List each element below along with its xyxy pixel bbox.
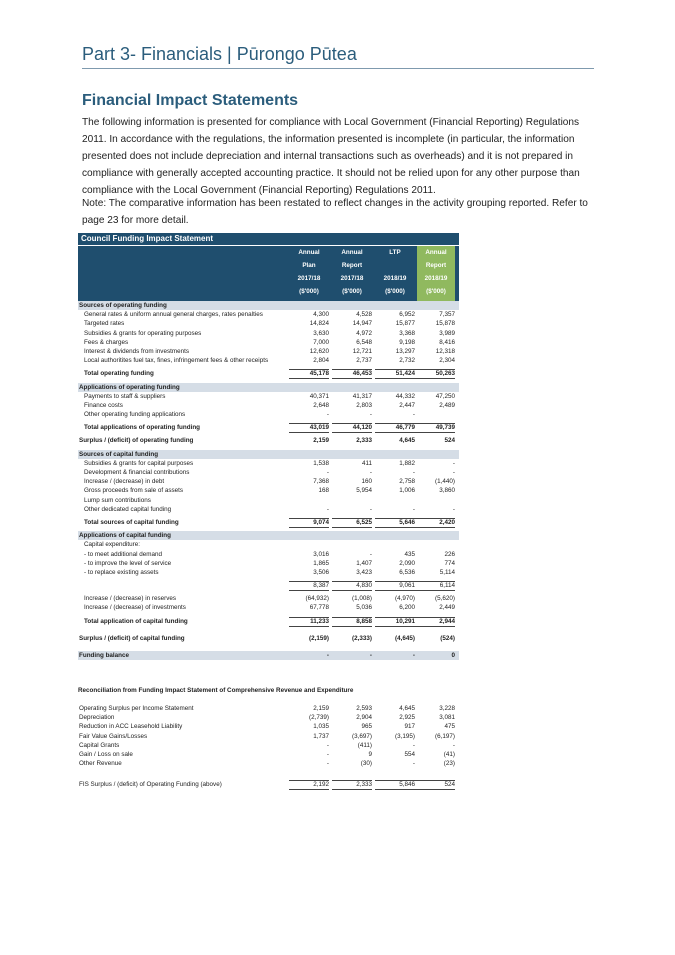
cell-value: 2,090 [399,559,415,567]
cell-value: 3,081 [439,714,455,722]
cell-value: 524 [415,780,455,790]
row-label: Total applications of operating funding [84,424,201,432]
cell-value: (64,932) [305,595,329,603]
cell-value: 50,263 [415,369,455,379]
row-label: Surplus / (deficit) of operating funding [79,437,194,445]
cell-value: - [326,505,329,513]
part-title: Part 3- Financials | Pūrongo Pūtea [82,44,357,64]
cell-value: (2,333) [352,634,372,642]
cell-value: 6,525 [332,518,372,528]
cell-value: 8,416 [439,338,455,346]
cell-value: 2,333 [356,437,372,445]
cell-value: - [452,741,455,749]
cell-value: 3,506 [313,568,329,576]
row-label: Fees & charges [84,338,129,346]
cell-value: 12,318 [435,347,455,355]
cell-value: 11,233 [289,617,329,627]
row-label: Sources of operating funding [79,302,167,309]
row-label: Other Revenue [79,760,122,768]
cell-value: - [452,469,455,476]
cell-value: 9,074 [289,518,329,528]
cell-value: 2,449 [439,604,455,612]
row-label: Payments to staff & suppliers [84,392,166,400]
cell-value: 3,423 [356,568,372,576]
row-label: Local authoritites fuel tax, fines, infringement fees & other receipts [84,357,269,365]
row-label: Applications of operating funding [79,383,180,391]
cell-value: 1,865 [313,559,329,567]
cell-value: - [452,505,455,513]
table-row [78,550,459,559]
cell-value: 2,489 [439,401,455,409]
cell-value: 2,420 [415,518,455,528]
fis-table-header [78,245,459,301]
cell-value: 51,424 [375,369,415,379]
header-rule [82,68,594,69]
row-label: Other operating funding applications [84,411,186,419]
row-label: General rates & uniform annual general charges, rates penalties [84,311,263,319]
cell-value: (6,197) [435,732,455,740]
table-row [78,617,459,626]
cell-value: 2,904 [356,714,372,722]
table-row [78,759,459,768]
row-label: Surplus / (deficit) of capital funding [79,634,185,642]
cell-value: 4,645 [399,437,415,445]
cell-value: 8,387 [289,581,329,591]
cell-value: 1,407 [356,559,372,567]
row-label: - to improve the level of service [84,559,172,567]
cell-value: 554 [404,750,415,758]
cell-value: 2,944 [415,617,455,627]
row-label: Total application of capital funding [84,617,188,625]
table-row [78,310,459,319]
reconciliation-title: Reconciliation from Funding Impact Statement of Comprehensive Revenue and Expenditure [78,687,354,694]
table-row [78,651,459,660]
cell-value: 411 [361,459,372,467]
cell-value: 6,548 [356,338,372,346]
cell-value: 5,846 [375,780,415,790]
table-row [78,329,459,338]
cell-value: 10,291 [375,617,415,627]
cell-value: (30) [360,760,372,768]
cell-value: - [452,459,455,467]
cell-value: 1,035 [313,723,329,731]
reconciliation-table [78,686,459,790]
cell-value: 6,114 [415,581,455,591]
row-label: Funding balance [79,652,130,659]
row-label: Interest & dividends from investments [84,347,189,355]
cell-value: 2,192 [289,780,329,790]
cell-value: 1,882 [399,459,415,467]
table-row [78,459,459,468]
cell-value: 14,947 [352,320,372,328]
table-row [78,704,459,713]
reconciliation-body [78,704,459,790]
cell-value: 15,878 [435,320,455,328]
cell-value: 4,528 [356,311,372,319]
cell-value: (4,645) [395,634,415,642]
cell-value: 1,538 [313,459,329,467]
cell-value: 5,646 [375,518,415,528]
cell-value: 2,803 [356,401,372,409]
row-label: Increase / (decrease) in debt [84,478,165,486]
funding-impact-statement-table [78,233,459,660]
note-paragraph: Note: The comparative information has been restated to reflect changes in the activity grouping reported. Refer to page 23 for more detail. [82,198,588,226]
cell-value: - [412,741,415,749]
cell-value: 2,447 [399,401,415,409]
cell-value: 6,536 [399,568,415,576]
cell-value: 67,778 [309,604,329,612]
cell-value: 435 [404,550,415,558]
table-row [78,423,459,432]
cell-value: 2,333 [332,780,372,790]
table-row [78,594,459,603]
table-row [78,568,459,577]
cell-value: (411) [357,741,372,749]
cell-value: 3,368 [399,329,415,337]
cell-value: (23) [443,760,455,768]
cell-value: 9 [368,750,372,758]
cell-value: 1,006 [399,487,415,495]
cell-value: - [326,760,329,768]
cell-value: 1,737 [313,732,329,740]
row-label: Increase / (decrease) of investments [84,604,186,612]
section-header-row [78,301,459,310]
cell-value: (4,970) [395,595,415,603]
row-label: Reduction in ACC Leasehold Liability [79,723,183,731]
table-row [78,505,459,514]
table-row [78,581,459,590]
cell-value: (1,008) [352,595,372,603]
cell-value: 40,371 [309,392,329,400]
cell-value: 9,061 [375,581,415,591]
cell-value: (3,697) [352,732,372,740]
table-row [78,410,459,419]
cell-value: 168 [318,487,329,495]
cell-value: 3,228 [439,705,455,712]
cell-value: 2,732 [399,357,415,365]
table-row [78,347,459,356]
row-label: - to meet additional demand [84,550,163,558]
row-label: Fair Value Gains/Losses [79,732,148,740]
cell-value: 7,368 [313,478,329,486]
table-row [78,559,459,568]
cell-value: 917 [404,723,415,731]
cell-value: 2,925 [399,714,415,722]
cell-value: 965 [361,723,372,731]
column-header: LTP 2018/19 ($'000) [383,249,407,295]
cell-value: 4,972 [356,329,372,337]
row-label: Lump sum contributions [84,496,151,504]
cell-value: 7,000 [313,338,329,346]
table-row [78,780,459,789]
cell-value: (41) [443,750,455,758]
cell-value: 44,332 [395,392,415,400]
cell-value: 3,860 [439,487,455,495]
table-row [78,319,459,328]
row-label: Gross proceeds from sale of assets [84,487,184,495]
cell-value: 41,317 [352,392,372,400]
table-row [78,732,459,741]
cell-value: 2,737 [356,357,372,365]
cell-value: 0 [451,652,455,659]
cell-value: 12,721 [352,347,372,355]
cell-value: 46,779 [375,423,415,433]
table-row [78,468,459,477]
table-row [78,741,459,750]
cell-value: - [412,411,415,419]
cell-value: 4,830 [332,581,372,591]
fis-table-body [78,301,459,660]
table-row [78,750,459,759]
cell-value: 6,200 [399,604,415,612]
section-title: Financial Impact Statements [82,92,299,109]
cell-value: 12,620 [309,347,329,355]
cell-value: 13,297 [395,347,415,355]
cell-value: - [326,652,329,659]
cell-value: 47,250 [435,392,455,400]
row-label: Subsidies & grants for operating purposes [84,329,202,337]
table-row [78,356,459,365]
cell-value: (524) [440,634,455,642]
cell-value: 3,989 [439,329,455,337]
row-label: Capital expenditure: [84,541,141,549]
row-label: Total operating funding [84,370,154,378]
row-label: Depreciation [79,714,115,722]
row-label: - to replace existing assets [84,568,159,576]
cell-value: 160 [361,478,372,486]
column-header-highlighted: Annual Report 2018/19 ($'000) [417,246,455,301]
table-row [78,401,459,410]
cell-value: 44,120 [332,423,372,433]
cell-value: 14,824 [309,320,329,328]
cell-value: - [369,652,372,659]
row-label: Capital Grants [79,741,120,749]
row-label: Subsidies & grants for capital purposes [84,459,194,467]
column-header: Annual Plan 2017/18 ($'000) [297,249,321,295]
row-label: Sources of capital funding [79,450,159,458]
cell-value: 4,300 [313,311,329,319]
cell-value: - [369,550,372,558]
cell-value: 2,804 [313,357,329,365]
cell-value: - [369,505,372,513]
cell-value: 774 [444,559,455,567]
cell-value: 3,630 [313,329,329,337]
row-label: Other dedicated capital funding [84,505,172,513]
table-row [78,477,459,486]
cell-value: 15,877 [395,320,415,328]
cell-value: 45,178 [289,369,329,379]
table-row [78,486,459,495]
cell-value: - [326,411,329,419]
cell-value: (2,739) [309,714,329,722]
intro-paragraph: The following information is presented for compliance with Local Government (Financial Reporting) Regulations 2011. In accordance with the regulations, the information presented is incomplete (in particular, the information presented does not include depreciation and internal transactions such as overheads) and it is not prepared in compliance with generally accepted accounting practice. It should not be relied upon for any other purpose than compliance with the Local Government (Financial Reporting) Regulations 2011. [82,117,580,196]
cell-value: (3,195) [395,732,415,740]
table-row [78,634,459,643]
table-row [78,713,459,722]
row-label: FIS Surplus / (deficit) of Operating Funding (above) [79,781,222,789]
cell-value: 226 [444,550,455,558]
table-row [78,436,459,445]
cell-value: (5,620) [435,595,455,603]
cell-value: 5,114 [439,568,455,576]
cell-value: 2,593 [356,705,372,712]
row-label: Operating Surplus per Income Statement [79,705,194,712]
cell-value: 5,036 [356,604,372,612]
cell-value: 46,453 [332,369,372,379]
fis-table-title: Council Funding Impact Statement [78,233,459,245]
cell-value: 2,304 [439,357,455,365]
cell-value: (2,159) [309,634,329,642]
cell-value: 49,739 [415,423,455,433]
cell-value: 4,645 [399,705,415,712]
cell-value: - [412,652,415,659]
cell-value: 9,198 [399,338,415,346]
row-label: Targeted rates [84,320,125,328]
cell-value: 2,159 [313,437,329,445]
cell-value: - [326,741,329,749]
table-row [78,722,459,731]
table-row [78,392,459,401]
cell-value: - [369,411,372,419]
section-header-row [78,450,459,459]
cell-value: - [412,469,415,476]
row-label: Total sources of capital funding [84,518,179,526]
cell-value: - [412,760,415,768]
table-row [78,518,459,527]
table-row [78,540,459,549]
table-row [78,603,459,612]
table-row [78,338,459,347]
cell-value: (1,440) [435,478,455,486]
cell-value: 5,954 [356,487,372,495]
cell-value: - [326,469,329,476]
cell-value: 7,357 [439,311,455,319]
column-header: Annual Report 2017/18 ($'000) [340,249,364,295]
cell-value: 2,648 [313,401,329,409]
cell-value: - [412,505,415,513]
cell-value: 43,019 [289,423,329,433]
cell-value: 2,159 [313,705,329,712]
cell-value: 6,952 [399,311,415,319]
row-label: Gain / Loss on sale [79,750,133,758]
row-label: Increase / (decrease) in reserves [84,595,177,603]
row-label: Finance costs [84,401,123,409]
table-row [78,369,459,378]
cell-value: - [326,750,329,758]
section-header-row [78,531,459,540]
cell-value: 2,758 [399,478,415,486]
cell-value: 3,016 [313,550,329,558]
row-label: Development & financial contributions [84,469,190,476]
cell-value: 475 [444,723,455,731]
row-label: Applications of capital funding [79,532,172,540]
table-row [78,496,459,505]
cell-value: 524 [444,437,455,445]
section-header-row [78,383,459,392]
cell-value: 8,858 [332,617,372,627]
cell-value: - [369,469,372,476]
